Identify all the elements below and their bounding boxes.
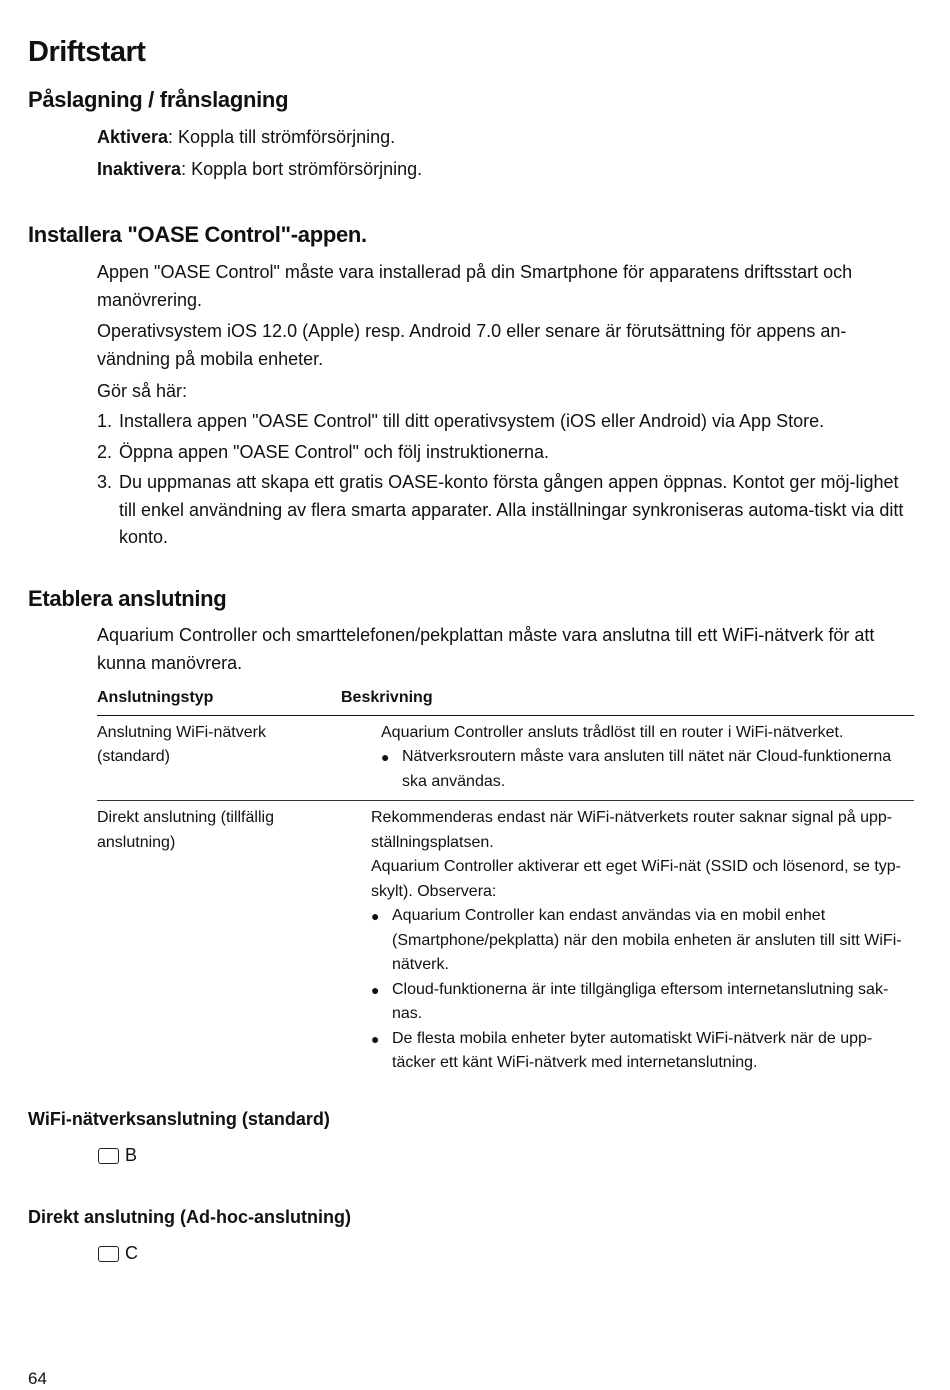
bullet-text: Nätverksroutern måste vara ansluten till nätet när Cloud-funktionerna ska användas. [402, 748, 892, 790]
step-text: Öppna appen "OASE Control" och följ instruktionerna. [119, 441, 550, 462]
list-item [97, 469, 915, 552]
figure-icon [98, 1246, 119, 1262]
table-row [97, 716, 914, 801]
bullet-item [371, 1027, 914, 1076]
figure-reference-c [98, 1243, 138, 1264]
activate-text: : Koppla till strömförsörjning. [168, 127, 396, 147]
install-paragraph-2: Operativsystem iOS 12.0 (Apple) resp. Android 7.0 eller senare är förutsättning för appens an-vändning på mobila enheter. [97, 321, 847, 369]
deactivate-text: : Koppla bort strömförsörjning. [181, 159, 423, 179]
figure-reference-label: B [125, 1145, 138, 1165]
bullet-item [381, 745, 914, 794]
column-header-description: Beskrivning [341, 689, 433, 706]
bullet-item [371, 978, 914, 1027]
column-header-type: Anslutningstyp [97, 689, 214, 706]
connection-table [97, 686, 914, 1082]
bullet-text: Cloud-funktionerna är inte tillgängliga eftersom internetanslutning sak-nas. [392, 980, 889, 1022]
page-number: 64 [28, 1369, 47, 1388]
bullet-text: Aquarium Controller kan endast användas via en mobil enhet (Smartphone/pekplatta) när den mobila enheten är ansluten till sitt WiFi-nätverk. [392, 907, 902, 973]
bullet-item [371, 904, 914, 978]
page-title: Driftstart [28, 36, 146, 68]
install-paragraph-1: Appen "OASE Control" måste vara installerad på din Smartphone för apparatens driftsstart och manövrering. [97, 262, 853, 310]
activate-label: Aktivera [97, 127, 169, 147]
deactivate-line [97, 156, 915, 184]
figure-icon [98, 1148, 119, 1164]
step-number: 2. [97, 441, 113, 462]
install-steps [97, 408, 915, 552]
bullet-icon: ● [371, 981, 380, 998]
step-text: Du uppmanas att skapa ett gratis OASE-konto första gången appen öppnas. Kontot ger möj-lighet till enkel användning av flera smarta apparater. Alla inställningar synkroniseras automa-tiskt via ditt konto. [119, 472, 904, 547]
connection-heading: Etablera anslutning [28, 586, 227, 611]
table-header [97, 686, 914, 716]
step-text: Installera appen "OASE Control" till ditt operativsystem (iOS eller Android) via App Store. [119, 411, 825, 431]
list-item [97, 439, 915, 467]
step-number: 3. [97, 472, 113, 492]
power-heading: Påslagning / frånslagning [28, 87, 289, 112]
table-row [97, 800, 914, 1082]
bullet-icon: ● [371, 1030, 380, 1047]
bullet-icon: ● [381, 749, 390, 765]
figure-reference-b [98, 1145, 137, 1166]
bullet-icon: ● [371, 908, 380, 924]
row-type: Anslutning WiFi-nätverk (standard) [97, 723, 266, 765]
wifi-standard-heading: WiFi-nätverksanslutning (standard) [28, 1109, 330, 1129]
description-text: Aquarium Controller aktiverar ett eget WiFi-nät (SSID och lösenord, se typ-skylt). Observera: [371, 858, 901, 900]
activate-line [97, 124, 915, 152]
connection-intro: Aquarium Controller och smarttelefonen/pekplattan måste vara anslutna till ett WiFi-nätverk för att kunna manövrera. [97, 625, 875, 673]
install-heading: Installera "OASE Control"-appen. [28, 222, 367, 247]
bullet-text: De flesta mobila enheter byter automatiskt WiFi-nätverk när de upp-täcker ett känt WiFi-nätverk med internetanslutning. [392, 1029, 873, 1071]
list-item [97, 408, 915, 436]
install-paragraph-3: Gör så här: [97, 381, 188, 401]
direct-connection-heading: Direkt anslutning (Ad-hoc-anslutning) [28, 1207, 351, 1227]
row-description [371, 806, 914, 1076]
description-text: Aquarium Controller ansluts trådlöst till en router i WiFi-nätverket. [381, 723, 844, 741]
row-type: Direkt anslutning (tillfällig anslutning) [97, 809, 274, 851]
deactivate-label: Inaktivera [97, 159, 182, 179]
description-text: Rekommenderas endast när WiFi-nätverkets router saknar signal på upp-ställningsplatsen. [371, 809, 893, 851]
row-description [381, 721, 914, 795]
figure-reference-label: C [125, 1243, 138, 1263]
step-number: 1. [97, 411, 113, 431]
